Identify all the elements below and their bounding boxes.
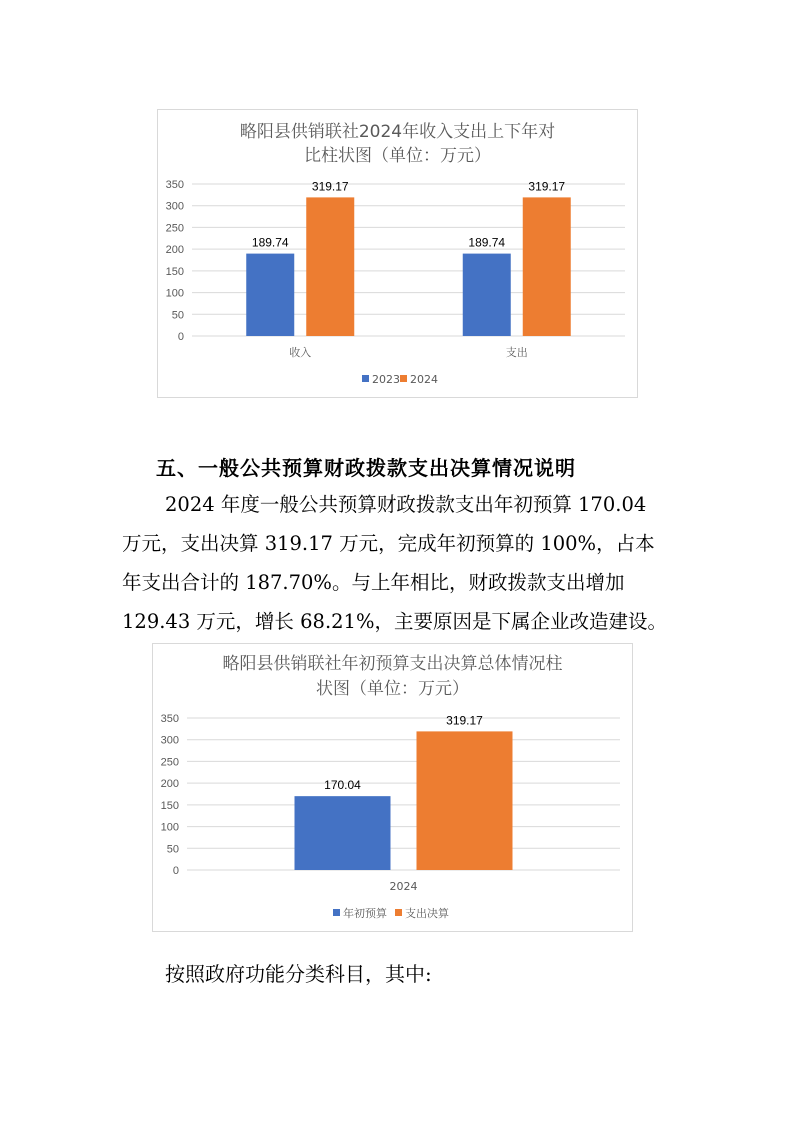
legend-swatch bbox=[333, 909, 340, 916]
y-tick-label: 50 bbox=[171, 309, 184, 322]
bar bbox=[463, 254, 511, 336]
bar bbox=[417, 731, 513, 870]
bar bbox=[295, 796, 391, 870]
data-label: 319.17 bbox=[446, 713, 483, 728]
y-tick-label: 350 bbox=[160, 713, 179, 725]
legend-label: 年初预算 bbox=[343, 907, 387, 920]
legend-swatch bbox=[362, 375, 369, 382]
classification-intro: 按照政府功能分类科目，其中: bbox=[165, 962, 432, 986]
bar bbox=[523, 197, 571, 336]
section-heading: 五、一般公共预算财政拨款支出决算情况说明 bbox=[156, 456, 576, 480]
y-tick-label: 150 bbox=[160, 799, 179, 812]
budget-vs-final-bar-chart bbox=[153, 644, 634, 933]
x-tick-label: 收入 bbox=[289, 346, 312, 359]
chart-title-line-2: 比柱状图（单位：万元） bbox=[304, 146, 491, 166]
data-label: 319.17 bbox=[311, 179, 349, 194]
data-label: 319.17 bbox=[528, 179, 566, 194]
paragraph-line-1: 2024 年度一般公共预算财政拨款支出年初预算 170.04 bbox=[165, 493, 647, 516]
data-label: 170.04 bbox=[324, 778, 361, 793]
y-tick-label: 300 bbox=[160, 734, 179, 747]
budget-vs-final-chart bbox=[152, 643, 633, 932]
legend-swatch bbox=[400, 375, 407, 382]
chart-title-line-1: 略阳县供销联社2024年收入支出上下年对 bbox=[239, 122, 556, 142]
chart-title-line-2: 状图（单位：万元） bbox=[316, 679, 469, 699]
data-label: 189.74 bbox=[468, 235, 506, 250]
data-label: 189.74 bbox=[251, 235, 289, 250]
x-tick-label: 2024 bbox=[389, 880, 418, 893]
bar bbox=[306, 197, 354, 336]
legend-label: 支出决算 bbox=[405, 907, 449, 920]
chart-title-line-1: 略阳县供销联社年初预算支出决算总体情况柱 bbox=[222, 654, 563, 674]
y-tick-label: 300 bbox=[165, 200, 184, 213]
y-tick-label: 50 bbox=[166, 843, 179, 856]
legend-label: 2024 bbox=[410, 373, 438, 386]
y-tick-label: 200 bbox=[160, 778, 179, 791]
paragraph-line-4: 129.43 万元，增长 68.21%，主要原因是下属企业改造建设。 bbox=[122, 610, 667, 633]
y-tick-label: 0 bbox=[172, 865, 179, 877]
bar bbox=[246, 254, 294, 336]
x-tick-label: 支出 bbox=[505, 346, 528, 359]
income-expense-chart bbox=[157, 109, 638, 398]
y-tick-label: 250 bbox=[165, 222, 184, 235]
paragraph-line-2: 万元，支出决算 319.17 万元，完成年初预算的 100%，占本 bbox=[122, 532, 655, 555]
y-tick-label: 250 bbox=[160, 756, 179, 769]
legend-label: 2023 bbox=[372, 373, 400, 386]
y-tick-label: 0 bbox=[177, 331, 184, 343]
income-expense-bar-chart bbox=[158, 110, 639, 399]
y-tick-label: 100 bbox=[160, 821, 179, 834]
y-tick-label: 100 bbox=[165, 287, 184, 300]
paragraph-line-3: 年支出合计的 187.70%。与上年相比，财政拨款支出增加 bbox=[122, 571, 625, 594]
legend-swatch bbox=[395, 909, 402, 916]
y-tick-label: 150 bbox=[165, 265, 184, 278]
y-tick-label: 350 bbox=[165, 179, 184, 191]
y-tick-label: 200 bbox=[165, 244, 184, 257]
